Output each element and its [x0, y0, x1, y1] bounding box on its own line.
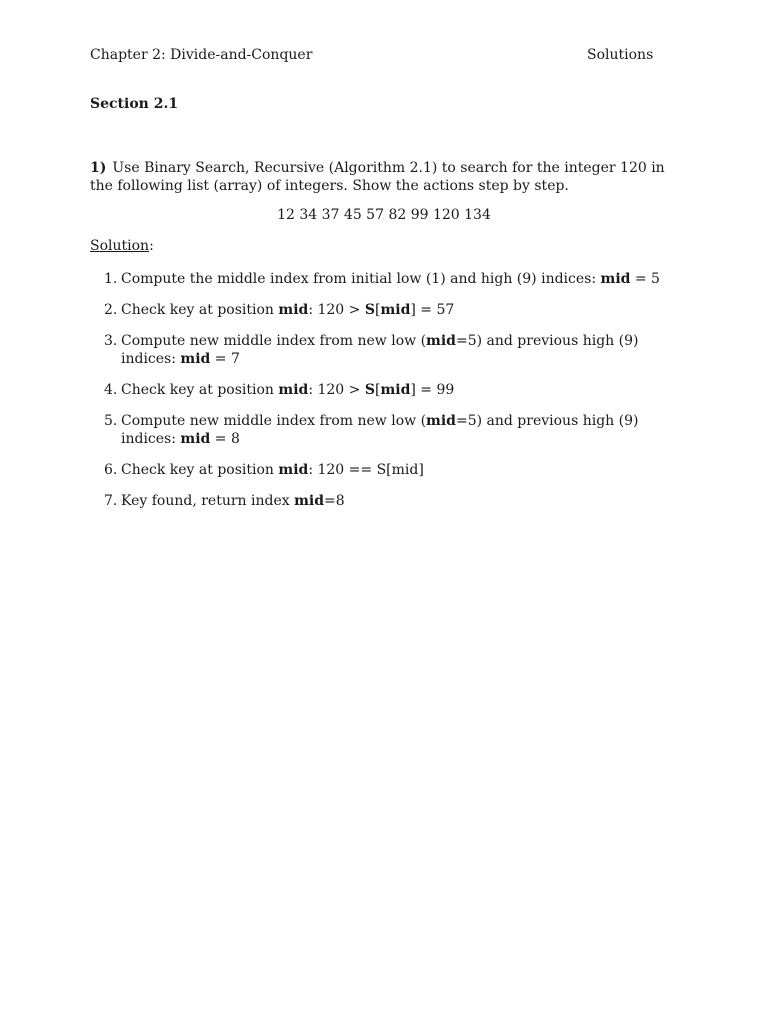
integer-array: 12 34 37 45 57 82 99 120 134 [277, 207, 491, 223]
step-text: =8 [324, 493, 345, 509]
solution-label-colon: : [149, 238, 154, 254]
solution-label-text: Solution [90, 238, 150, 254]
step-keyword: mid [180, 351, 211, 367]
step-number: 7. [104, 493, 118, 509]
step-keyword: mid [278, 462, 309, 478]
solution-step [90, 492, 680, 510]
question-text: Use Binary Search, Recursive (Algorithm 2.1) to search for the integer 120 in the following list (array) of integers. Show the actions step by step. [90, 160, 665, 194]
section-title: Section 2.1 [90, 96, 179, 112]
step-number: 4. [104, 382, 118, 398]
step-keyword: S [364, 382, 375, 398]
step-text: ] = 57 [410, 302, 455, 318]
step-text: =5) and previous high (9) indices: [121, 413, 639, 447]
step-keyword: mid [180, 431, 211, 447]
solution-step [90, 381, 680, 399]
chapter-header: Chapter 2: Divide-and-Conquer [90, 47, 313, 63]
question-1 [90, 159, 680, 195]
step-keyword: mid [426, 333, 456, 349]
step-text: =5) and previous high (9) indices: [121, 333, 639, 367]
step-keyword: mid [380, 302, 411, 318]
step-text: Compute new middle index from new low ( [121, 413, 427, 429]
step-text: Check key at position [121, 462, 279, 478]
solutions-header: Solutions [587, 47, 654, 63]
step-keyword: mid [294, 493, 325, 509]
solution-label [90, 238, 154, 254]
question-number: 1) [90, 160, 107, 176]
step-text: Check key at position [121, 382, 279, 398]
step-text: : 120 > [308, 382, 365, 398]
step-text: Compute the middle index from initial low (1) and high (9) indices: [121, 271, 601, 287]
step-text: Key found, return index [121, 493, 295, 509]
step-number: 2. [104, 302, 118, 318]
step-keyword: mid [380, 382, 411, 398]
solution-step [90, 461, 680, 479]
step-keyword: mid [278, 382, 309, 398]
solution-step [90, 412, 680, 448]
step-text: : 120 > [308, 302, 365, 318]
step-number: 6. [104, 462, 118, 478]
solution-step [90, 270, 680, 288]
step-text: ] = 99 [410, 382, 455, 398]
step-keyword: S [364, 302, 375, 318]
solution-step [90, 301, 680, 319]
step-number: 3. [104, 333, 118, 349]
step-text: = 7 [210, 351, 240, 367]
step-text: = 8 [210, 431, 240, 447]
step-text: [ [374, 382, 381, 398]
solution-step [90, 332, 680, 368]
step-text: [ [374, 302, 381, 318]
step-number: 1. [104, 271, 118, 287]
solution-steps [90, 270, 680, 523]
step-keyword: mid [426, 413, 456, 429]
step-text: Check key at position [121, 302, 279, 318]
step-keyword: mid [278, 302, 309, 318]
step-keyword: mid [600, 271, 631, 287]
step-text: Compute new middle index from new low ( [121, 333, 427, 349]
step-text: = 5 [630, 271, 660, 287]
step-text: : 120 == S[mid] [308, 462, 424, 478]
step-number: 5. [104, 413, 118, 429]
